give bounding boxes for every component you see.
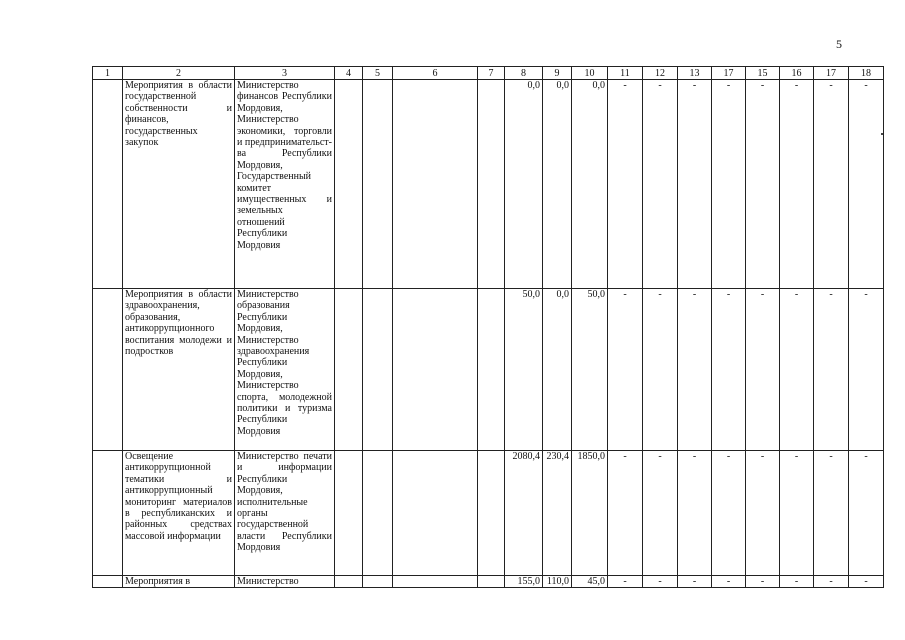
dash-cell: - <box>678 451 712 576</box>
header-cell: 17 <box>712 67 746 80</box>
header-cell: 4 <box>335 67 363 80</box>
dash-cell: - <box>643 289 678 451</box>
dash-cell: - <box>608 451 643 576</box>
header-cell: 17 <box>814 67 849 80</box>
empty-cell <box>93 576 123 588</box>
dash-cell: - <box>746 451 780 576</box>
value-cell-9: 110,0 <box>543 576 572 588</box>
dash-cell: - <box>608 289 643 451</box>
dash-cell: - <box>678 576 712 588</box>
header-cell: 9 <box>543 67 572 80</box>
empty-cell <box>363 80 393 289</box>
measure-cell: Освещение антикоррупционной тематики и антикоррупционный мониторинг материалов в республиканских и районных средствах массовой информации <box>123 451 235 576</box>
header-row <box>93 67 884 80</box>
measure-cell: Мероприятия в <box>123 576 235 588</box>
header-cell: 2 <box>123 67 235 80</box>
header-cell: 7 <box>478 67 505 80</box>
dash-cell: - <box>780 289 814 451</box>
empty-cell <box>363 451 393 576</box>
empty-cell <box>478 289 505 451</box>
dash-cell: - <box>712 289 746 451</box>
header-cell: 15 <box>746 67 780 80</box>
table-row <box>93 80 884 289</box>
header-cell: 6 <box>393 67 478 80</box>
empty-cell <box>93 451 123 576</box>
dash-cell: - <box>849 576 884 588</box>
dash-cell: - <box>712 576 746 588</box>
dash-cell: - <box>814 289 849 451</box>
dash-cell: - <box>849 451 884 576</box>
dash-cell: - <box>712 80 746 289</box>
value-cell-9: 0,0 <box>543 289 572 451</box>
dash-cell: - <box>746 80 780 289</box>
executor-cell: Министерство образования Республики Мордовия, Министерство здравоохранения Республики Мордовия, Министерство спорта, молодежной политики и туризма Республики Мордовия <box>235 289 335 451</box>
value-cell-9: 0,0 <box>543 80 572 289</box>
dash-cell: - <box>814 451 849 576</box>
empty-cell <box>478 576 505 588</box>
value-cell-8: 155,0 <box>505 576 543 588</box>
dash-cell: - <box>849 289 884 451</box>
empty-cell <box>335 80 363 289</box>
empty-cell <box>393 451 478 576</box>
header-cell: 8 <box>505 67 543 80</box>
value-cell-8: 2080,4 <box>505 451 543 576</box>
value-cell-10: 1850,0 <box>572 451 608 576</box>
dash-cell: - <box>608 80 643 289</box>
header-cell: 5 <box>363 67 393 80</box>
executor-cell: Министерство финансов Республики Мордовия, Министерство экономики, торговли и предпринимательст-ва Республики Мордовия, Государственный комитет имущественных и земельных отношений Республики Мордовия <box>235 80 335 289</box>
empty-cell <box>335 289 363 451</box>
dash-cell: - <box>643 80 678 289</box>
budget-table <box>92 66 884 588</box>
header-cell: 13 <box>678 67 712 80</box>
empty-cell <box>478 80 505 289</box>
value-cell-8: 0,0 <box>505 80 543 289</box>
dash-cell: - <box>712 451 746 576</box>
dash-cell: - <box>780 451 814 576</box>
empty-cell <box>478 451 505 576</box>
dash-cell: - <box>780 80 814 289</box>
value-cell-10: 50,0 <box>572 289 608 451</box>
empty-cell <box>363 289 393 451</box>
table-row <box>93 451 884 576</box>
header-cell: 3 <box>235 67 335 80</box>
value-cell-8: 50,0 <box>505 289 543 451</box>
empty-cell <box>363 576 393 588</box>
header-cell: 16 <box>780 67 814 80</box>
empty-cell <box>393 289 478 451</box>
dash-cell: - <box>780 576 814 588</box>
dash-cell: - <box>678 80 712 289</box>
header-cell: 10 <box>572 67 608 80</box>
empty-cell <box>335 451 363 576</box>
dash-cell: - <box>814 576 849 588</box>
header-cell: 12 <box>643 67 678 80</box>
value-cell-9: 230,4 <box>543 451 572 576</box>
dash-cell: - <box>608 576 643 588</box>
dash-cell: - <box>643 451 678 576</box>
empty-cell <box>335 576 363 588</box>
empty-cell <box>393 576 478 588</box>
table-row <box>93 576 884 588</box>
header-cell: 11 <box>608 67 643 80</box>
executor-cell: Министерство <box>235 576 335 588</box>
dash-cell: - <box>678 289 712 451</box>
empty-cell <box>93 289 123 451</box>
value-cell-10: 45,0 <box>572 576 608 588</box>
dash-cell: - <box>849 80 884 289</box>
table-row <box>93 289 884 451</box>
measure-cell: Мероприятия в области здравоохранения, образования, антикоррупционного воспитания молодежи и подростков <box>123 289 235 451</box>
dash-cell: - <box>746 289 780 451</box>
empty-cell <box>393 80 478 289</box>
empty-cell <box>93 80 123 289</box>
executor-cell: Министерство печати и информации Республики Мордовия, исполнительные органы государственной власти Республики Мордовия <box>235 451 335 576</box>
value-cell-10: 0,0 <box>572 80 608 289</box>
dash-cell: - <box>814 80 849 289</box>
dash-cell: - <box>746 576 780 588</box>
dash-cell: - <box>643 576 678 588</box>
header-cell: 1 <box>93 67 123 80</box>
header-cell: 18 <box>849 67 884 80</box>
measure-cell: Мероприятия в области государственной собственности и финансов, государственных закупок <box>123 80 235 289</box>
page-number: 5 <box>836 37 842 51</box>
